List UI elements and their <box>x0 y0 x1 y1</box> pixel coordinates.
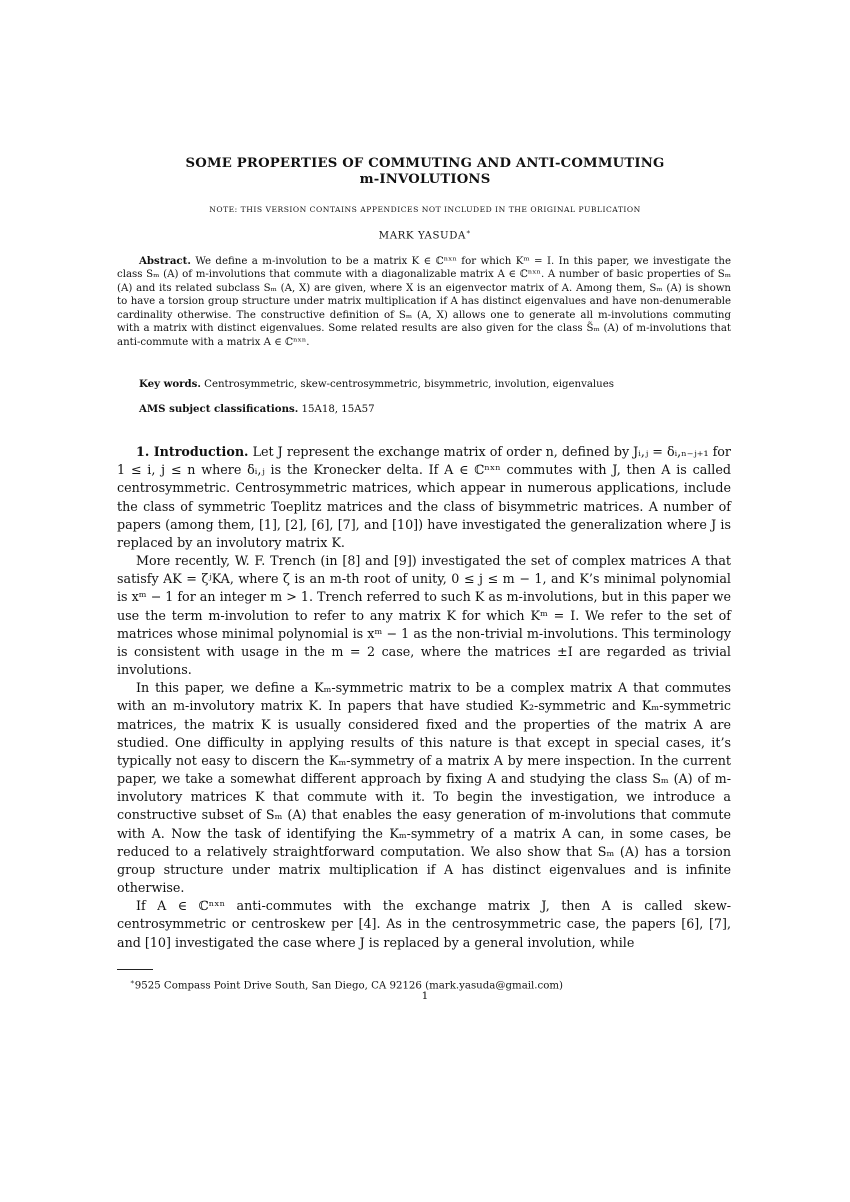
title-line-1: SOME PROPERTIES OF COMMUTING AND ANTI-COMMUTING <box>185 156 665 171</box>
introduction-section <box>117 443 731 952</box>
author-name: MARK YASUDA <box>378 230 466 242</box>
abstract-text: We define a m-involution to be a matrix K ∈ ℂⁿˣⁿ for which Kᵐ = I. In this paper, we investigate the class Sₘ (A) of m-involutions that commute with a diagonalizable matrix A ∈ ℂⁿˣⁿ. A number of basic properties of Sₘ (A) and its related subclass Sₘ (A, X) are given, where X is an eigenvector matrix of A. Among them, Sₘ (A) is shown to have a torsion group structure under matrix multiplication if A has distinct eigenvalues and have non-denumerable cardinality otherwise. The constructive definition of Sₘ (A, X) allows one to generate all m-involutions commuting with a matrix with distinct eigenvalues. Some related results are also given for the class S̃ₘ (A) of m-involutions that anti-commute with a matrix A ∈ ℂⁿˣⁿ. <box>117 256 731 348</box>
author-line <box>100 228 750 241</box>
keywords-label: Key words. <box>139 378 201 390</box>
keywords <box>117 378 731 392</box>
paper-title <box>100 156 750 188</box>
ams-text: 15A18, 15A57 <box>301 404 375 415</box>
paragraph-3: In this paper, we define a Kₘ-symmetric matrix to be a complex matrix A that commutes with an m-involutory matrix K. In papers that have studied K₂-symmetric and Kₘ-symmetric matrices, the matrix K is usually considered fixed and the properties of the matrix A are studied. One difficulty in applying results of this nature is that except in special cases, it’s typically not easy to discern the Kₘ-symmetry of a matrix A by mere inspection. In the current paper, we take a somewhat different approach by fixing A and studying the class Sₘ (A) of m-involutory matrices K that commute with it. To begin the investigation, we introduce a constructive subset of Sₘ (A) that enables the easy generation of m-involutions that commute with A. Now the task of identifying the Kₘ-symmetry of a matrix A can, in some cases, be reduced to a relatively straightforward computation. We also show that Sₘ (A) has a torsion group structure under matrix multiplication if A has distinct eigenvalues and is infinite otherwise. <box>117 680 731 896</box>
ams-classifications <box>117 403 731 417</box>
footnote-rule <box>117 969 153 970</box>
page-number: 1 <box>421 990 429 1002</box>
paragraph-1 <box>117 443 731 552</box>
paragraph-1-text: Let J represent the exchange matrix of order n, defined by Jᵢ,ⱼ = δᵢ,ₙ₋ⱼ₊₁ for 1 ≤ i, j ≤ n where δᵢ,ⱼ is the Kronecker delta. If A ∈ ℂⁿˣⁿ commutes with J, then A is called centrosymmetric. Centrosymmetric matrices, which appear in numerous applications, include the class of symmetric Toeplitz matrices and the class of bisymmetric matrices. A number of papers (among them, [1], [2], [6], [7], and [10]) have investigated the generalization where J is replaced by an involutory matrix K. <box>117 444 731 550</box>
abstract <box>117 255 731 349</box>
keywords-text: Centrosymmetric, skew-centrosymmetric, bisymmetric, involution, eigenvalues <box>204 379 614 390</box>
footnote-marker: ∗ <box>130 978 135 986</box>
section-heading: 1. Introduction. <box>136 444 249 459</box>
version-note: NOTE: THIS VERSION CONTAINS APPENDICES NOT INCLUDED IN THE ORIGINAL PUBLICATION <box>209 205 641 214</box>
footnote-text: 9525 Compass Point Drive South, San Diego, CA 92126 (mark.yasuda@gmail.com) <box>134 980 564 992</box>
paragraph-4: If A ∈ ℂⁿˣⁿ anti-commutes with the exchange matrix J, then A is called skew-centrosymmetric or centroskew per [4]. As in the centrosymmetric case, the papers [6], [7], and [10] investigated the case where J is replaced by a general involution, while <box>117 898 731 950</box>
author-footnote-marker: ∗ <box>465 228 472 236</box>
ams-label: AMS subject classifications. <box>139 403 299 415</box>
paragraph-2: More recently, W. F. Trench (in [8] and [9]) investigated the set of complex matrices A that satisfy AK = ζʲKA, where ζ is an m-th root of unity, 0 ≤ j ≤ m − 1, and K’s minimal polynomial is xᵐ − 1 for an integer m > 1. Trench referred to such K as m-involutions, but in this paper we use the term m-involution to refer to any matrix K for which Kᵐ = I. We refer to the set of matrices whose minimal polynomial is xᵐ − 1 as the non-trivial m-involutions. This terminology is consistent with usage in the m = 2 case, where the matrices ±I are regarded as trivial involutions. <box>117 553 731 678</box>
abstract-label: Abstract. <box>139 255 191 267</box>
title-line-2: m-INVOLUTIONS <box>359 172 491 187</box>
